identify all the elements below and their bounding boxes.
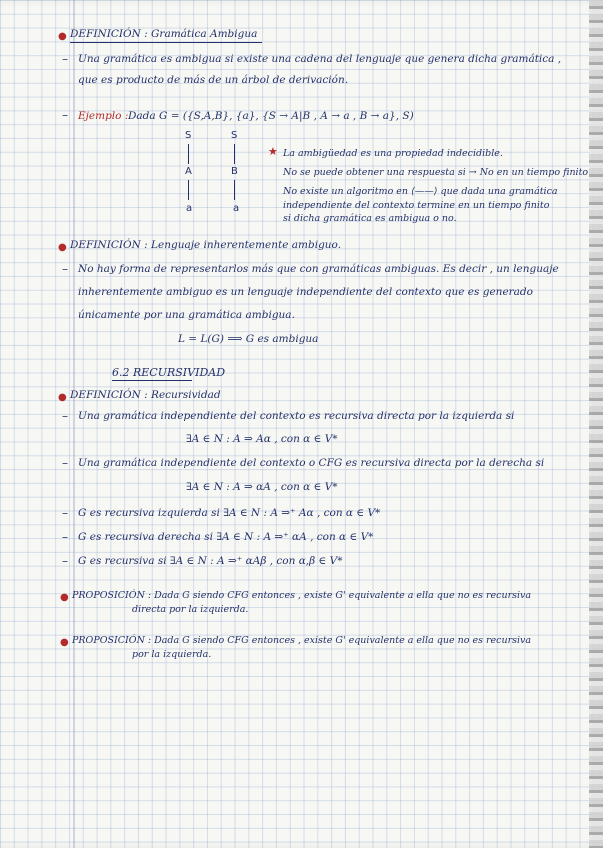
example-label: Ejemplo : [78, 110, 129, 122]
dash: – [62, 52, 68, 66]
bullet: ● [60, 592, 69, 603]
recursive-right: G es recursiva derecha si ∃A ∈ N : A ⇒⁺ αA , con α ∈ V* [78, 531, 374, 543]
dash: – [62, 506, 68, 520]
formula-right-recursive: ∃A ∈ N : A ⇒ αA , con α ∈ V* [186, 481, 338, 493]
proposition-2-line2: por la izquierda. [132, 649, 212, 660]
bullet: ● [58, 31, 67, 42]
tree-root-left: S [185, 130, 192, 141]
section-heading: 6.2 RECURSIVIDAD [112, 366, 226, 379]
remark-line2: No se puede obtener una respuesta si → No en un tiempo finito [283, 167, 589, 178]
margin-line [73, 0, 75, 848]
tree-edge [234, 144, 235, 164]
dash: – [62, 530, 68, 544]
def2-text-line3: únicamente por una gramática ambigua. [78, 309, 295, 321]
remark-line1: La ambigüedad es una propiedad indecidible. [283, 148, 503, 159]
bullet: ● [58, 242, 67, 253]
dash: – [62, 409, 68, 423]
definition-ambiguous-grammar: DEFINICIÓN : Gramática Ambigua [70, 28, 258, 40]
bullet: ● [58, 392, 67, 403]
tree-edge [234, 180, 235, 200]
remark-line5: si dicha gramática es ambigua o no. [283, 213, 457, 224]
spiral-binding [589, 0, 603, 848]
formula-left-recursive: ∃A ∈ N : A ⇒ Aα , con α ∈ V* [186, 433, 338, 445]
formula-language-grammar: L = L(G) ⟹ G es ambigua [178, 333, 319, 345]
tree-node-left: A [185, 166, 192, 177]
tree-leaf-right: a [233, 203, 240, 214]
dash: – [62, 262, 68, 276]
def1-text-line2: que es producto de más de un árbol de derivación. [78, 74, 349, 86]
def3-text-line2: Una gramática independiente del contexto o CFG es recursiva directa por la derecha si [78, 457, 545, 469]
bullet: ● [60, 637, 69, 648]
remark-line3: No existe un algoritmo en ⟨——⟩ que dada una gramática [283, 186, 558, 197]
recursive-general: G es recursiva si ∃A ∈ N : A ⇒⁺ αAβ , con α,β ∈ V* [78, 555, 343, 567]
underline [112, 380, 192, 381]
definition-recursion: DEFINICIÓN : Recursividad [70, 389, 221, 401]
definition-inherently-ambiguous: DEFINICIÓN : Lenguaje inherentemente ambiguo. [70, 239, 342, 251]
remark-line4: independiente del contexto termine en un tiempo finito [283, 200, 550, 211]
dash: – [62, 108, 68, 122]
def2-text-line2: inherentemente ambiguo es un lenguaje independiente del contexto que es generado [78, 286, 533, 298]
star-icon: ★ [268, 145, 278, 158]
tree-leaf-left: a [186, 203, 193, 214]
tree-node-right: B [231, 166, 238, 177]
tree-edge [188, 144, 189, 164]
proposition-2-line1: PROPOSICIÓN : Dada G siendo CFG entonces , existe G' equivalente a ella que no es recursiva [72, 635, 532, 646]
proposition-1-line2: directa por la izquierda. [132, 604, 249, 615]
tree-root-right: S [231, 130, 238, 141]
underline [70, 42, 262, 43]
recursive-left: G es recursiva izquierda si ∃A ∈ N : A ⇒⁺ Aα , con α ∈ V* [78, 507, 381, 519]
def3-text-line1: Una gramática independiente del contexto es recursiva directa por la izquierda si [78, 410, 515, 422]
dash: – [62, 554, 68, 568]
def2-text-line1: No hay forma de representarlos más que con gramáticas ambiguas. Es decir , un lenguaje [78, 263, 559, 275]
example-grammar: Dada G = ({S,A,B}, {a}, {S → A|B , A → a , B → a}, S) [128, 110, 414, 122]
proposition-1-line1: PROPOSICIÓN : Dada G siendo CFG entonces , existe G' equivalente a ella que no es recursiva [72, 590, 532, 601]
dash: – [62, 456, 68, 470]
tree-edge [188, 180, 189, 200]
def1-text-line1: Una gramática es ambigua si existe una cadena del lenguaje que genera dicha gramática , [78, 53, 562, 65]
